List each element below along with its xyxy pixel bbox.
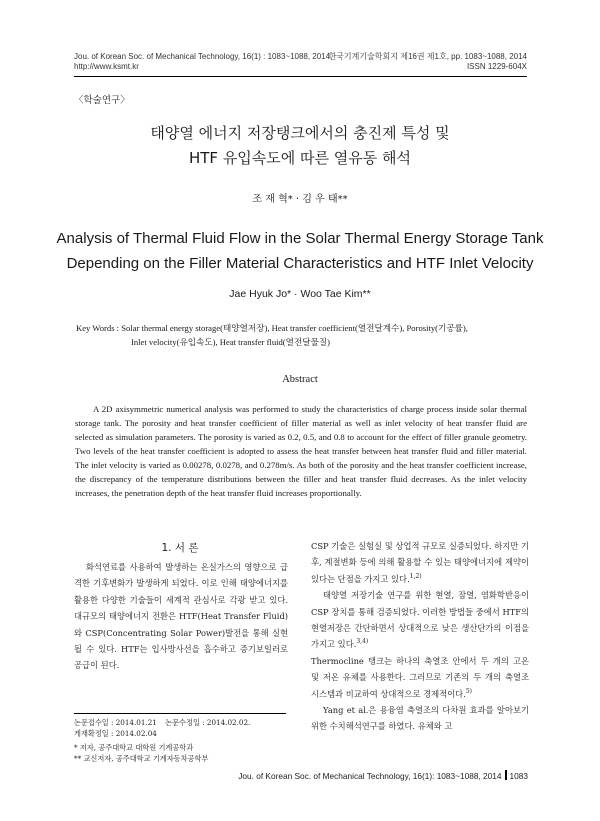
english-authors: Jae Hyuk Jo* · Woo Tae Kim** [229, 288, 371, 300]
keywords-block [76, 321, 546, 349]
english-title [0, 226, 600, 276]
abstract-title: Abstract [282, 374, 318, 385]
footnote-rule [74, 713, 286, 714]
korean-authors: 조 재 혁* · 김 우 태** [252, 194, 348, 205]
ref-1-2: 1,2) [409, 573, 422, 581]
footer-separator [505, 770, 507, 780]
footnote-received: 논문접수일 : 2014.01.21 [74, 718, 157, 727]
header-rule [74, 76, 527, 77]
header-korean-citation: 한국기계기술학회지 제16권 제1호, pp. 1083~1088, 2014 [328, 52, 527, 61]
footer-page-number: 1083 [509, 771, 528, 781]
footnote-author1: * 저자, 공주대학교 대학원 기계공학과 [74, 743, 194, 752]
intro-paragraph-1: 화석연료를 사용하여 발생하는 온실가스의 영향으로 급격한 기후변화가 발생하게 되었다. 이로 인해 태양에너지를 활용한 다양한 기술들이 세계적 관심사로 각광 받고 있다. 대규모의 태양에너지 전환은 HTF(Heat Transfer Fluid)와 CSP(Concentrating Solar Power)발전을 통해 실현될 수 있다. HTF는 입사방사선을 흡수하고 증기보일러로 공급이 된다. [74, 562, 288, 671]
right-paragraph-3: Thermocline 탱크는 하나의 축열조 안에서 두 개의 고온 및 저온 유체를 사용한다. 그러므로 기존의 두 개의 축열조 시스템과 비교하여 상대적으로 경제적이다.$^{5)}$ [311, 655, 529, 699]
section-tag: 〈학술연구〉 [74, 95, 130, 106]
right-column [311, 538, 529, 735]
abstract-body: A 2D axisymmetric numerical analysis was performed to study the characteristics of charge process inside solar thermal storage tank. The porosity and heat transfer coefficient of filler material as well as inlet velocity of heat transfer fluid are selected as simulation parameters. The porosity is varied as 0.2, 0.5, and 0.8 to account for the effect of filler granule geometry. Two levels of the heat transfer coefficient is adopted to assess the heat transfer between heat transfer fluid and filler material. The inlet velocity is varied as 0.00278, 0.0278, and 0.278m/s. As both of the porosity and the heat transfer coefficient increase, the discrepancy of the temperature distributions between the filler and heat transfer fluid decreases. As the inlet velocity increases, the penetration depth of the heat transfer fluid increases proportionally. [75, 404, 527, 498]
right-paragraph-2: 태양열 저장기술 연구를 위한 현열, 잠열, 염화학반응이 CSP 장치를 통해 검증되었다. 이러한 방법들 중에서 HTF의 현열저장은 간단하면서 상대적으로 낮은 생산단가의 이점을 가지고 있다.$^{3,4)}$ [311, 590, 529, 650]
keywords-label: Key Words : [76, 323, 120, 333]
ref-3-4: 3,4) [356, 638, 369, 646]
intro-heading: 1. 서 론 [161, 542, 199, 554]
korean-title-line1: 태양열 에너지 저장탱크에서의 충진제 특성 및 [150, 124, 450, 142]
header-left [74, 52, 330, 72]
header-journal-citation: Jou. of Korean Soc. of Mechanical Technology, 16(1) : 1083~1088, 2014 [74, 52, 331, 61]
keywords-line2: Inlet velocity(유입속도), Heat transfer fluid(열전달물질) [131, 337, 331, 347]
right-paragraph-4: Yang et al.은 용융염 축열조의 다차원 효과를 알아보기 위한 수치해석연구를 하였다. 유체와 고 [311, 705, 529, 732]
footer-journal: Jou. of Korean Soc. of Mechanical Technology, 16(1): 1083~1088, 2014 [238, 771, 502, 781]
right-paragraph-1: CSP 기술은 실험실 및 상업적 규모로 실증되었다. 하지만 기후, 계절변화 등에 의해 활용할 수 있는 태양에너지에 제약이 있다는 단점을 가지고 있다.$^{1,2)}$ [311, 541, 529, 584]
header-issn: ISSN 1229-604X [466, 62, 527, 71]
english-title-line2: Depending on the Filler Material Characteristics and HTF Inlet Velocity [66, 255, 534, 272]
header-right [328, 52, 527, 72]
header-journal-url[interactable]: http://www.ksmt.kr [74, 62, 139, 71]
left-column [74, 559, 288, 674]
footnote-accepted: 게재확정일 : 2014.02.04 [74, 729, 157, 738]
ref-5: 5) [465, 687, 472, 695]
footer [238, 770, 528, 781]
korean-title-line2: HTF 유입속도에 따른 열유동 해석 [188, 149, 412, 167]
korean-title [0, 121, 600, 171]
keywords-line1: Solar thermal energy storage(태양열저장), Heat transfer coefficient(열전달계수), Porosity(기공률), [121, 323, 468, 333]
footnote-author2: ** 교신저자, 공주대학교 기계자동차공학부 [74, 754, 209, 763]
english-title-line1: Analysis of Thermal Fluid Flow in the Solar Thermal Energy Storage Tank [56, 230, 544, 247]
footnotes [74, 717, 294, 764]
footnote-revised: 논문수정일 : 2014.02.02. [165, 718, 251, 727]
